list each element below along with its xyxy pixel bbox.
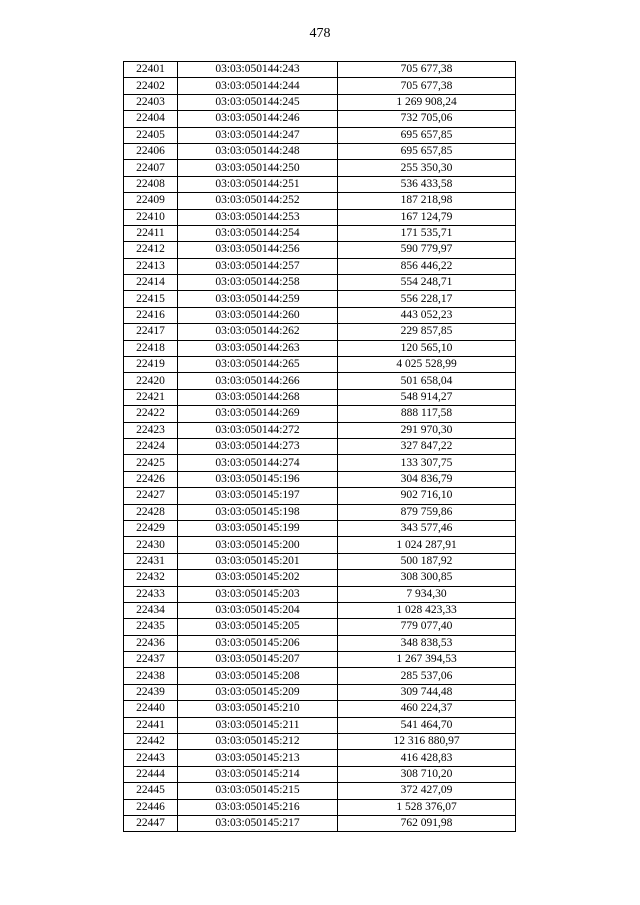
row-number-cell: 22437: [124, 652, 178, 668]
cadastral-value-cell: 133 307,75: [338, 455, 516, 471]
cadastral-value-cell: 779 077,40: [338, 619, 516, 635]
cadastral-value-cell: 501 658,04: [338, 373, 516, 389]
cadastral-value-cell: 167 124,79: [338, 209, 516, 225]
cadastral-value-cell: 308 710,20: [338, 766, 516, 782]
cadastral-value-cell: 1 028 423,33: [338, 602, 516, 618]
cadastral-value-cell: 705 677,38: [338, 78, 516, 94]
table-row: [124, 176, 516, 192]
cadastral-number-cell: 03:03:050144:266: [178, 373, 338, 389]
row-number-cell: 22401: [124, 62, 178, 78]
row-number-cell: 22438: [124, 668, 178, 684]
cadastral-number-cell: 03:03:050145:208: [178, 668, 338, 684]
cadastral-number-cell: 03:03:050144:272: [178, 422, 338, 438]
cadastral-number-cell: 03:03:050144:246: [178, 111, 338, 127]
cadastral-value-cell: 12 316 880,97: [338, 734, 516, 750]
table-row: [124, 275, 516, 291]
row-number-cell: 22447: [124, 815, 178, 831]
table-row: [124, 471, 516, 487]
table-row: [124, 488, 516, 504]
table-row: [124, 553, 516, 569]
cadastral-value-cell: 443 052,23: [338, 307, 516, 323]
row-number-cell: 22404: [124, 111, 178, 127]
cadastral-number-cell: 03:03:050144:257: [178, 258, 338, 274]
table-row: [124, 799, 516, 815]
cadastral-number-cell: 03:03:050145:206: [178, 635, 338, 651]
row-number-cell: 22429: [124, 520, 178, 536]
cadastral-value-cell: 308 300,85: [338, 570, 516, 586]
row-number-cell: 22426: [124, 471, 178, 487]
cadastral-number-cell: 03:03:050144:274: [178, 455, 338, 471]
table-row: [124, 340, 516, 356]
row-number-cell: 22424: [124, 438, 178, 454]
table-row: [124, 455, 516, 471]
table-row: [124, 668, 516, 684]
cadastral-value-cell: 1 269 908,24: [338, 94, 516, 110]
cadastral-number-cell: 03:03:050145:198: [178, 504, 338, 520]
table-row: [124, 652, 516, 668]
cadastral-value-cell: 255 350,30: [338, 160, 516, 176]
cadastral-number-cell: 03:03:050145:202: [178, 570, 338, 586]
table-row: [124, 635, 516, 651]
row-number-cell: 22409: [124, 193, 178, 209]
cadastral-number-cell: 03:03:050144:254: [178, 225, 338, 241]
table-row: [124, 750, 516, 766]
cadastral-number-cell: 03:03:050145:200: [178, 537, 338, 553]
table-row: [124, 406, 516, 422]
cadastral-number-cell: 03:03:050144:251: [178, 176, 338, 192]
row-number-cell: 22420: [124, 373, 178, 389]
row-number-cell: 22414: [124, 275, 178, 291]
row-number-cell: 22416: [124, 307, 178, 323]
cadastral-number-cell: 03:03:050144:262: [178, 324, 338, 340]
cadastral-number-cell: 03:03:050145:209: [178, 684, 338, 700]
cadastral-value-cell: 548 914,27: [338, 389, 516, 405]
table-body: [124, 62, 516, 832]
row-number-cell: 22432: [124, 570, 178, 586]
row-number-cell: 22445: [124, 783, 178, 799]
cadastral-value-cell: 291 970,30: [338, 422, 516, 438]
cadastral-value-cell: 343 577,46: [338, 520, 516, 536]
cadastral-number-cell: 03:03:050145:210: [178, 701, 338, 717]
table-row: [124, 209, 516, 225]
cadastral-value-cell: 171 535,71: [338, 225, 516, 241]
cadastral-value-cell: 309 744,48: [338, 684, 516, 700]
cadastral-number-cell: 03:03:050144:268: [178, 389, 338, 405]
table-row: [124, 815, 516, 831]
cadastral-value-cell: 4 025 528,99: [338, 357, 516, 373]
cadastral-number-cell: 03:03:050144:263: [178, 340, 338, 356]
table-row: [124, 422, 516, 438]
row-number-cell: 22403: [124, 94, 178, 110]
cadastral-number-cell: 03:03:050145:201: [178, 553, 338, 569]
cadastral-value-cell: 554 248,71: [338, 275, 516, 291]
cadastral-value-cell: 1 024 287,91: [338, 537, 516, 553]
table-row: [124, 602, 516, 618]
table-row: [124, 242, 516, 258]
row-number-cell: 22413: [124, 258, 178, 274]
row-number-cell: 22425: [124, 455, 178, 471]
cadastral-value-cell: 856 446,22: [338, 258, 516, 274]
table-row: [124, 520, 516, 536]
cadastral-number-cell: 03:03:050145:203: [178, 586, 338, 602]
cadastral-number-cell: 03:03:050144:243: [178, 62, 338, 78]
cadastral-number-cell: 03:03:050144:253: [178, 209, 338, 225]
row-number-cell: 22443: [124, 750, 178, 766]
row-number-cell: 22405: [124, 127, 178, 143]
table-row: [124, 78, 516, 94]
cadastral-value-cell: 705 677,38: [338, 62, 516, 78]
cadastral-number-cell: 03:03:050145:205: [178, 619, 338, 635]
row-number-cell: 22422: [124, 406, 178, 422]
table-row: [124, 127, 516, 143]
row-number-cell: 22430: [124, 537, 178, 553]
cadastral-value-cell: 762 091,98: [338, 815, 516, 831]
cadastral-value-cell: 7 934,30: [338, 586, 516, 602]
table-row: [124, 225, 516, 241]
cadastral-number-cell: 03:03:050144:265: [178, 357, 338, 373]
cadastral-value-cell: 372 427,09: [338, 783, 516, 799]
cadastral-value-cell: 902 716,10: [338, 488, 516, 504]
cadastral-value-cell: 590 779,97: [338, 242, 516, 258]
row-number-cell: 22408: [124, 176, 178, 192]
table-row: [124, 373, 516, 389]
cadastral-value-cell: 1 528 376,07: [338, 799, 516, 815]
row-number-cell: 22434: [124, 602, 178, 618]
table-row: [124, 160, 516, 176]
cadastral-value-cell: 556 228,17: [338, 291, 516, 307]
row-number-cell: 22421: [124, 389, 178, 405]
cadastral-number-cell: 03:03:050145:217: [178, 815, 338, 831]
cadastral-value-cell: 695 657,85: [338, 143, 516, 159]
cadastral-value-cell: 285 537,06: [338, 668, 516, 684]
cadastral-value-cell: 888 117,58: [338, 406, 516, 422]
cadastral-number-cell: 03:03:050144:250: [178, 160, 338, 176]
row-number-cell: 22407: [124, 160, 178, 176]
page-number: 478: [309, 26, 331, 41]
cadastral-number-cell: 03:03:050144:273: [178, 438, 338, 454]
cadastral-value-cell: 416 428,83: [338, 750, 516, 766]
row-number-cell: 22423: [124, 422, 178, 438]
row-number-cell: 22442: [124, 734, 178, 750]
cadastral-value-cell: 187 218,98: [338, 193, 516, 209]
row-number-cell: 22433: [124, 586, 178, 602]
row-number-cell: 22410: [124, 209, 178, 225]
cadastral-number-cell: 03:03:050145:212: [178, 734, 338, 750]
cadastral-number-cell: 03:03:050145:204: [178, 602, 338, 618]
cadastral-value-cell: 695 657,85: [338, 127, 516, 143]
cadastral-value-cell: 732 705,06: [338, 111, 516, 127]
cadastral-number-cell: 03:03:050144:256: [178, 242, 338, 258]
cadastral-number-cell: 03:03:050144:252: [178, 193, 338, 209]
cadastral-value-cell: 120 565,10: [338, 340, 516, 356]
cadastral-number-cell: 03:03:050145:199: [178, 520, 338, 536]
cadastral-number-cell: 03:03:050144:244: [178, 78, 338, 94]
table-row: [124, 504, 516, 520]
cadastral-number-cell: 03:03:050145:207: [178, 652, 338, 668]
cadastral-value-cell: 541 464,70: [338, 717, 516, 733]
table-row: [124, 291, 516, 307]
cadastral-number-cell: 03:03:050144:247: [178, 127, 338, 143]
cadastral-number-cell: 03:03:050144:260: [178, 307, 338, 323]
cadastral-value-cell: 460 224,37: [338, 701, 516, 717]
table-row: [124, 62, 516, 78]
row-number-cell: 22428: [124, 504, 178, 520]
table-row: [124, 143, 516, 159]
table-row: [124, 324, 516, 340]
cadastral-number-cell: 03:03:050145:214: [178, 766, 338, 782]
cadastral-value-cell: 536 433,58: [338, 176, 516, 192]
table-row: [124, 438, 516, 454]
cadastral-value-cell: 879 759,86: [338, 504, 516, 520]
row-number-cell: 22402: [124, 78, 178, 94]
cadastral-number-cell: 03:03:050144:258: [178, 275, 338, 291]
row-number-cell: 22419: [124, 357, 178, 373]
cadastral-number-cell: 03:03:050144:248: [178, 143, 338, 159]
row-number-cell: 22436: [124, 635, 178, 651]
cadastral-value-cell: 304 836,79: [338, 471, 516, 487]
row-number-cell: 22417: [124, 324, 178, 340]
table-row: [124, 570, 516, 586]
row-number-cell: 22411: [124, 225, 178, 241]
table-row: [124, 783, 516, 799]
table-row: [124, 701, 516, 717]
table-row: [124, 766, 516, 782]
cadastral-value-cell: 229 857,85: [338, 324, 516, 340]
row-number-cell: 22406: [124, 143, 178, 159]
row-number-cell: 22415: [124, 291, 178, 307]
cadastral-value-cell: 500 187,92: [338, 553, 516, 569]
row-number-cell: 22440: [124, 701, 178, 717]
row-number-cell: 22439: [124, 684, 178, 700]
cadastral-number-cell: 03:03:050145:215: [178, 783, 338, 799]
row-number-cell: 22446: [124, 799, 178, 815]
table-row: [124, 94, 516, 110]
table-row: [124, 193, 516, 209]
table-row: [124, 307, 516, 323]
cadastral-number-cell: 03:03:050144:245: [178, 94, 338, 110]
cadastral-value-cell: 327 847,22: [338, 438, 516, 454]
row-number-cell: 22418: [124, 340, 178, 356]
cadastral-number-cell: 03:03:050145:211: [178, 717, 338, 733]
table-row: [124, 357, 516, 373]
cadastral-value-cell: 1 267 394,53: [338, 652, 516, 668]
cadastral-value-table: [123, 61, 516, 832]
table-row: [124, 111, 516, 127]
table-row: [124, 734, 516, 750]
cadastral-value-cell: 348 838,53: [338, 635, 516, 651]
table-row: [124, 537, 516, 553]
table-row: [124, 586, 516, 602]
table-row: [124, 389, 516, 405]
row-number-cell: 22444: [124, 766, 178, 782]
table-row: [124, 258, 516, 274]
table-row: [124, 717, 516, 733]
cadastral-number-cell: 03:03:050145:216: [178, 799, 338, 815]
cadastral-number-cell: 03:03:050145:213: [178, 750, 338, 766]
cadastral-number-cell: 03:03:050144:259: [178, 291, 338, 307]
cadastral-number-cell: 03:03:050145:197: [178, 488, 338, 504]
row-number-cell: 22427: [124, 488, 178, 504]
table-row: [124, 619, 516, 635]
row-number-cell: 22412: [124, 242, 178, 258]
row-number-cell: 22431: [124, 553, 178, 569]
table-row: [124, 684, 516, 700]
row-number-cell: 22435: [124, 619, 178, 635]
row-number-cell: 22441: [124, 717, 178, 733]
cadastral-number-cell: 03:03:050144:269: [178, 406, 338, 422]
cadastral-number-cell: 03:03:050145:196: [178, 471, 338, 487]
